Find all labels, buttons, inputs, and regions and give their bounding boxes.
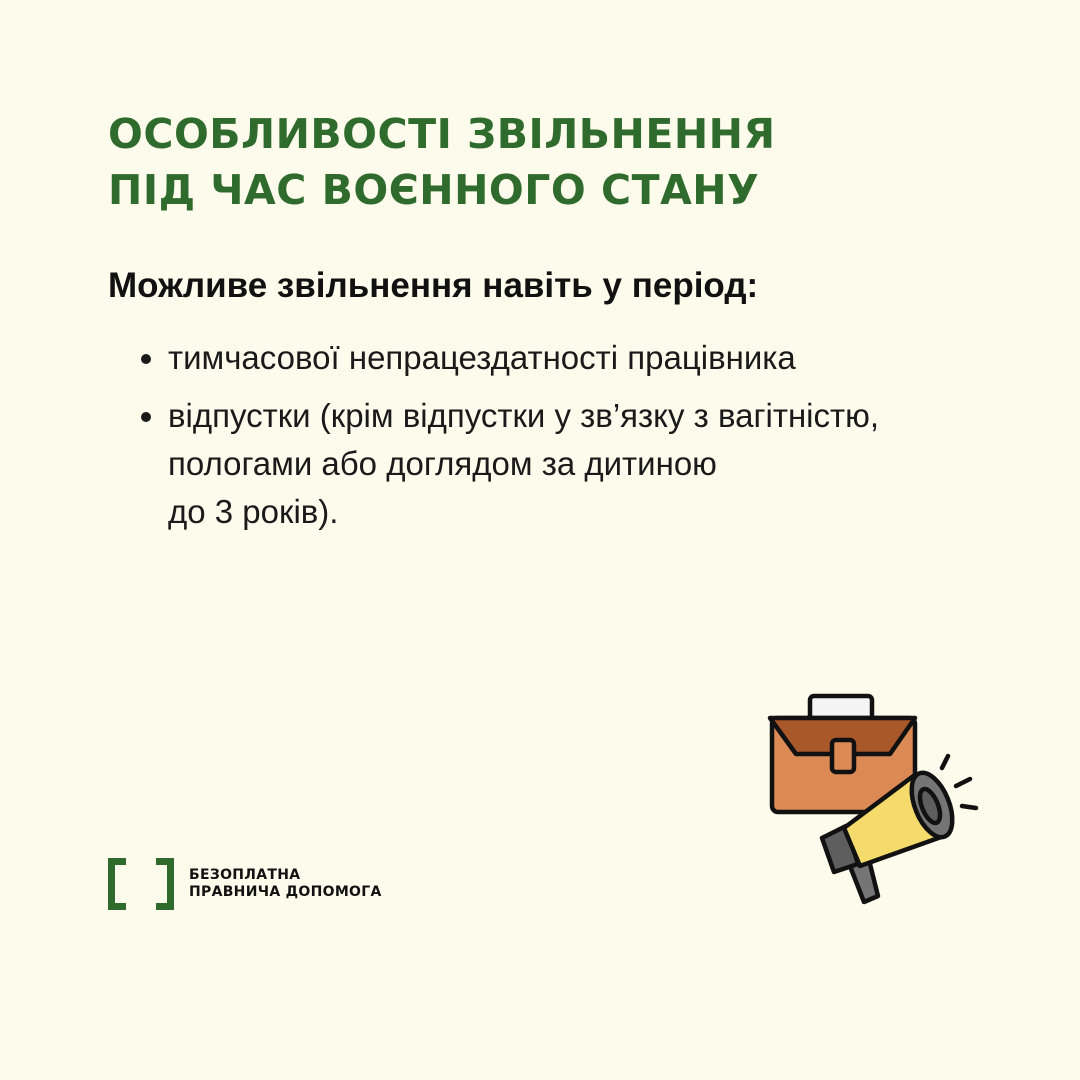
logo-line-1: БЕЗОПЛАТНА (189, 867, 301, 883)
bullet-item (108, 392, 1008, 536)
page-title (108, 106, 776, 218)
bullet-dot (141, 354, 151, 364)
logo-bracket-left-icon (108, 858, 126, 910)
subtitle: Можливе звільнення навіть у період: (108, 266, 759, 305)
title-line-1: ОСОБЛИВОСТІ ЗВІЛЬНЕННЯ (108, 110, 776, 158)
bullet-line: відпустки (крім відпустки у зв’язку з вагітністю, (168, 397, 880, 434)
bullet-line: пологами або доглядом за дитиною (168, 445, 717, 482)
illustration (760, 688, 990, 918)
logo (108, 856, 382, 912)
logo-text (189, 867, 382, 901)
bullet-line: тимчасової непрацездатності працівника (168, 339, 796, 376)
bullet-dot (141, 412, 151, 422)
title-line-2: ПІД ЧАС ВОЄННОГО СТАНУ (108, 166, 760, 214)
logo-bracket-right-icon (156, 858, 174, 910)
bullet-item (108, 334, 1008, 382)
bullet-line: до 3 років). (168, 493, 339, 530)
logo-line-2: ПРАВНИЧА ДОПОМОГА (189, 884, 382, 900)
bullet-list (108, 334, 1008, 546)
